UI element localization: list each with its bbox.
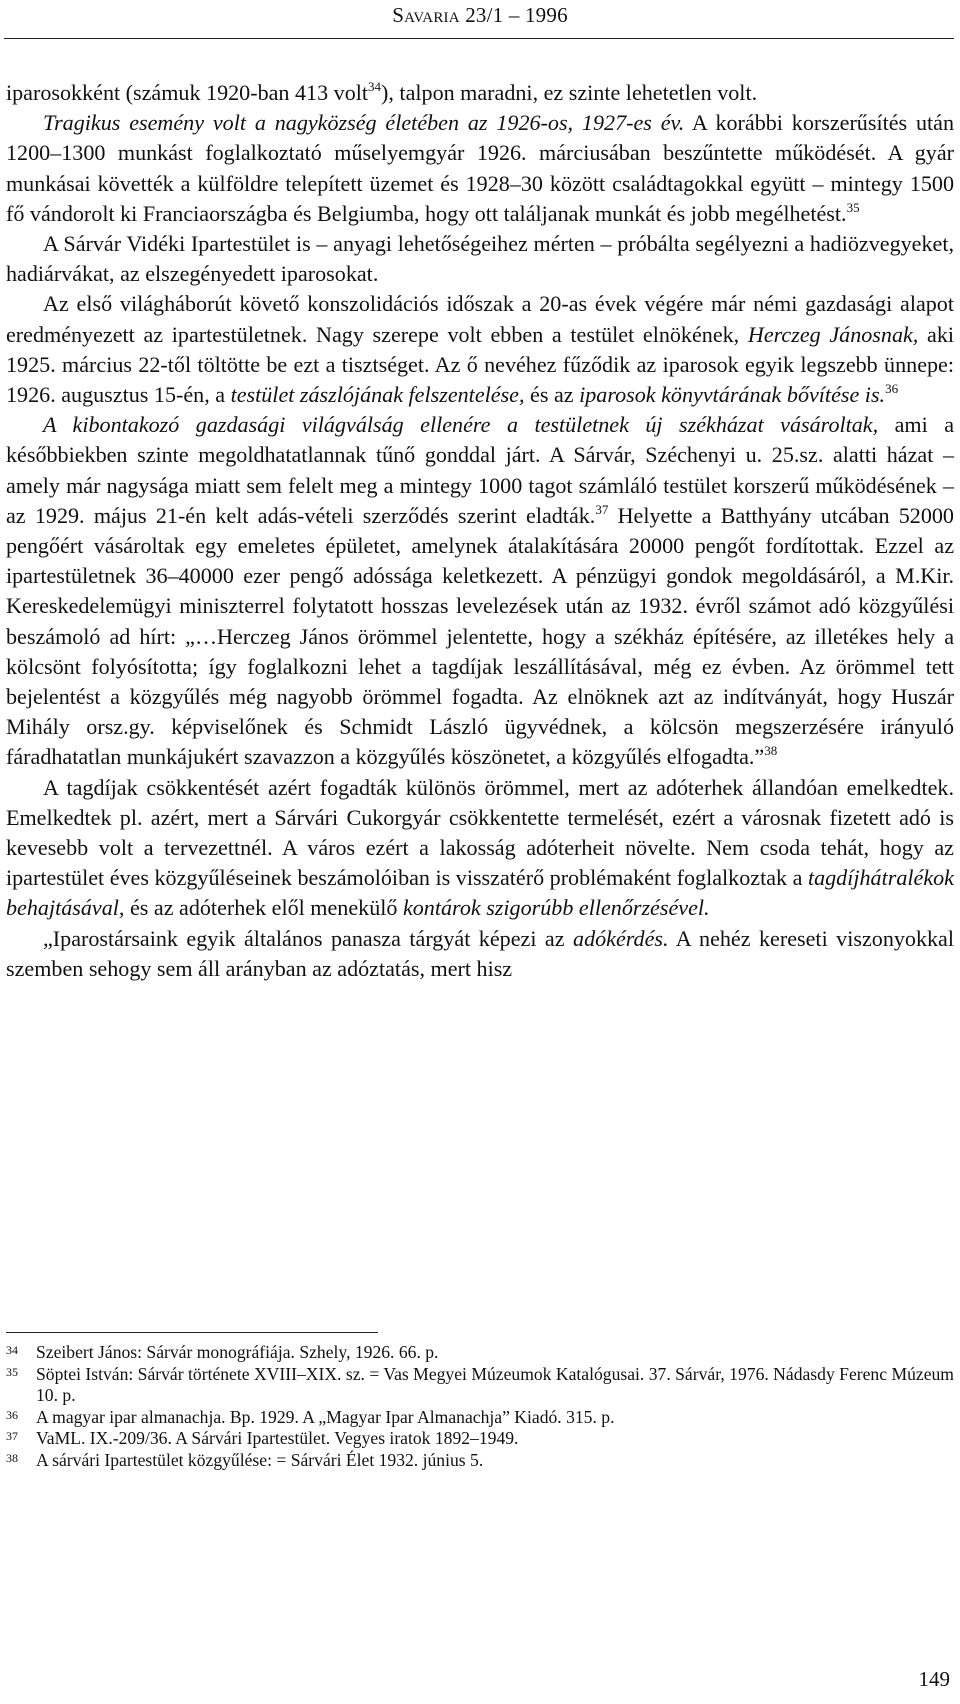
footnote-38 bbox=[6, 1450, 954, 1472]
paragraph-1 bbox=[6, 78, 954, 108]
footnote-number: 34 bbox=[6, 1343, 18, 1357]
italic-run: kontárok szigorúbb ellenőrzésével. bbox=[402, 895, 710, 921]
header-issue: 23/1 – 1996 bbox=[459, 3, 568, 27]
text-run: aki 1925. március 22-től töltötte be ezt a tisztséget. Az ő nevéhez fűződik az iparosok egyik legszebb ünnepe: 1926. augusztus 15-én, a bbox=[6, 321, 955, 408]
italic-run: A kibontakozó gazdasági világválság ellenére a testületnek új székházat vásároltak, bbox=[43, 412, 879, 438]
footnote-text: Söptei István: Sárvár története XVIII–XIX. sz. = Vas Megyei Múzeumok Katalógusai. 37. Sárvár, 1976. Nádasdy Ferenc Múzeum 10. p. bbox=[36, 1363, 954, 1405]
text-run: A tagdíjak csökkentését azért fogadták különös örömmel, mert az adóterhek állandóan emelkedtek. Emelkedtek pl. azért, mert a Sárvári Cukorgyár csökkentette termelését, ezért a városnak fizetett adó is kevesebb volt a tervezettnél. A város ezért a lakosság adóterheit növelte. Nem csoda tehát, hogy az ipartestület éves közgyűléseinek beszámolóiban is visszatérő problémaként foglalkoztak a bbox=[6, 774, 954, 891]
text-run: ami a későbbiekben szinte megoldhatatlannak tűnő gonddal járt. A Sárvár, Széchenyi u. 25.sz. alatti házat – amely már nagysága miatt sem felelt meg a mintegy 1000 tagot számláló testület korszerű működésének – az 1929. május 21-én kelt adás-vételi szerződés szerint eladták. bbox=[6, 412, 955, 528]
footnote-34 bbox=[6, 1342, 954, 1364]
footnote-text: VaML. IX.-209/36. A Sárvári Ipartestület. Vegyes iratok 1892–1949. bbox=[36, 1428, 519, 1448]
footnote-text: A magyar ipar almanachja. Bp. 1929. A „Magyar Ipar Almanachja” Kiadó. 315. p. bbox=[36, 1406, 615, 1427]
header-prefix: S bbox=[392, 3, 405, 27]
italic-run: testület zászlójának felszentelése, bbox=[230, 382, 525, 408]
page-number: 149 bbox=[918, 1667, 950, 1691]
footnote-35 bbox=[6, 1364, 954, 1407]
article-body bbox=[6, 78, 954, 984]
footnote-37 bbox=[6, 1428, 954, 1450]
footnote-divider bbox=[6, 1332, 378, 1333]
italic-run: Tragikus esemény volt a nagyközség életében az 1926-os, 1927-es év. bbox=[43, 110, 685, 136]
text-run: és az bbox=[524, 382, 580, 408]
italic-run: adókérdés. bbox=[573, 925, 669, 951]
text-run: Helyette a Batthyány utcában 52000 pengőért vásároltak egy emeletes épületet, amelynek átalakítására 20000 pengőt fordítottak. Ezzel az ipartestületnek 36–40000 ezer pengő adóssága keletkezett. A pénzügyi gondok megoldásáról, a M.Kir. Kereskedelemügyi miniszterrel folytatott hosszas levelezések után az 1932. évről számot adó közgyűlési beszámoló ad hírt: „…Herczeg János örömmel jelentette, hogy a székház építésére, az illetékes hely a kölcsönt folyósította; így foglalkozni lehet a tagdíjak leszállításával, még ez évben. Az örömmel tett bejelentést a közgyűlés még nagyobb örömmel fogadta. Az elnöknek azt az indítványát, hogy Huszár Mihály orsz.gy. képviselőnek és Schmidt László ügyvédnek, a kölcsön megszerzésére irányuló fáradhatatlan munkájukért szavazzon a közgyűlés köszönetet, a közgyűlés elfogadta.” bbox=[6, 502, 954, 770]
header-divider bbox=[4, 38, 954, 39]
header-smallcaps: avaria bbox=[404, 3, 460, 27]
footnote-ref-34[interactable]: 34 bbox=[368, 79, 382, 94]
text-run: iparosokként (számuk 1920-ban 413 volt bbox=[6, 80, 369, 105]
italic-run: iparosok könyvtárának bővítése is. bbox=[579, 382, 886, 408]
paragraph-5 bbox=[6, 410, 954, 772]
italic-run: tagdíjhátralékok behajtásával, bbox=[6, 865, 954, 921]
footnote-ref-35[interactable]: 35 bbox=[846, 199, 860, 215]
footnote-number: 38 bbox=[6, 1450, 18, 1465]
footnote-number: 37 bbox=[6, 1429, 18, 1443]
paragraph-6 bbox=[6, 773, 954, 924]
text-run: A nehéz kereseti viszonyokkal szemben sehogy sem áll arányban az adóztatás, mert hisz bbox=[6, 925, 954, 981]
text-run: ), talpon maradni, ez szinte lehetetlen volt. bbox=[381, 80, 758, 105]
footnote-36 bbox=[6, 1407, 954, 1429]
footnotes bbox=[6, 1342, 954, 1471]
footnote-text: A sárvári Ipartestület közgyűlése: = Sárvári Élet 1932. június 5. bbox=[36, 1449, 484, 1470]
paragraph-2 bbox=[6, 108, 954, 229]
italic-run: Herczeg Jánosnak, bbox=[747, 321, 919, 347]
footnote-number: 35 bbox=[6, 1364, 18, 1379]
text-run: A korábbi korszerűsítés után 1200–1300 munkást foglalkoztató műselyemgyár 1926. márciusában beszűntette működését. A gyár munkásai követték a külföldre telepített üzemet és 1928–30 között családtagokkal együtt – mintegy 1500 fő vándorolt ki Franciaországba és Belgiumba, hogy ott találjanak munkát és jobb megélhetést. bbox=[6, 110, 955, 226]
footnote-ref-37[interactable]: 37 bbox=[595, 501, 609, 517]
footnote-ref-36[interactable]: 36 bbox=[885, 381, 899, 397]
footnote-ref-38[interactable]: 38 bbox=[764, 743, 778, 759]
paragraph-3 bbox=[6, 229, 954, 289]
footnote-text: Szeibert János: Sárvár monográfiája. Szhely, 1926. 66. p. bbox=[36, 1342, 439, 1362]
paragraph-4 bbox=[6, 289, 954, 410]
running-header bbox=[0, 3, 960, 28]
text-run: és az adóterhek elől menekülő bbox=[124, 895, 403, 921]
paragraph-7 bbox=[6, 924, 954, 984]
text-run: Az első világháborút követő konszolidációs időszak a 20-as évek végére már némi gazdasági alapot eredményezett az ipartestületnek. Nagy szerepe volt ebben a testület elnökének, bbox=[6, 291, 954, 347]
text-run: „Iparostársaink egyik általános panasza tárgyát képezi az bbox=[43, 925, 574, 951]
text-run: A Sárvár Vidéki Ipartestület is – anyagi lehetőségeihez mérten – próbálta segélyezni a hadiözvegyeket, hadiárvákat, az elszegényedett iparosokat. bbox=[6, 231, 954, 287]
footnote-number: 36 bbox=[6, 1407, 18, 1422]
